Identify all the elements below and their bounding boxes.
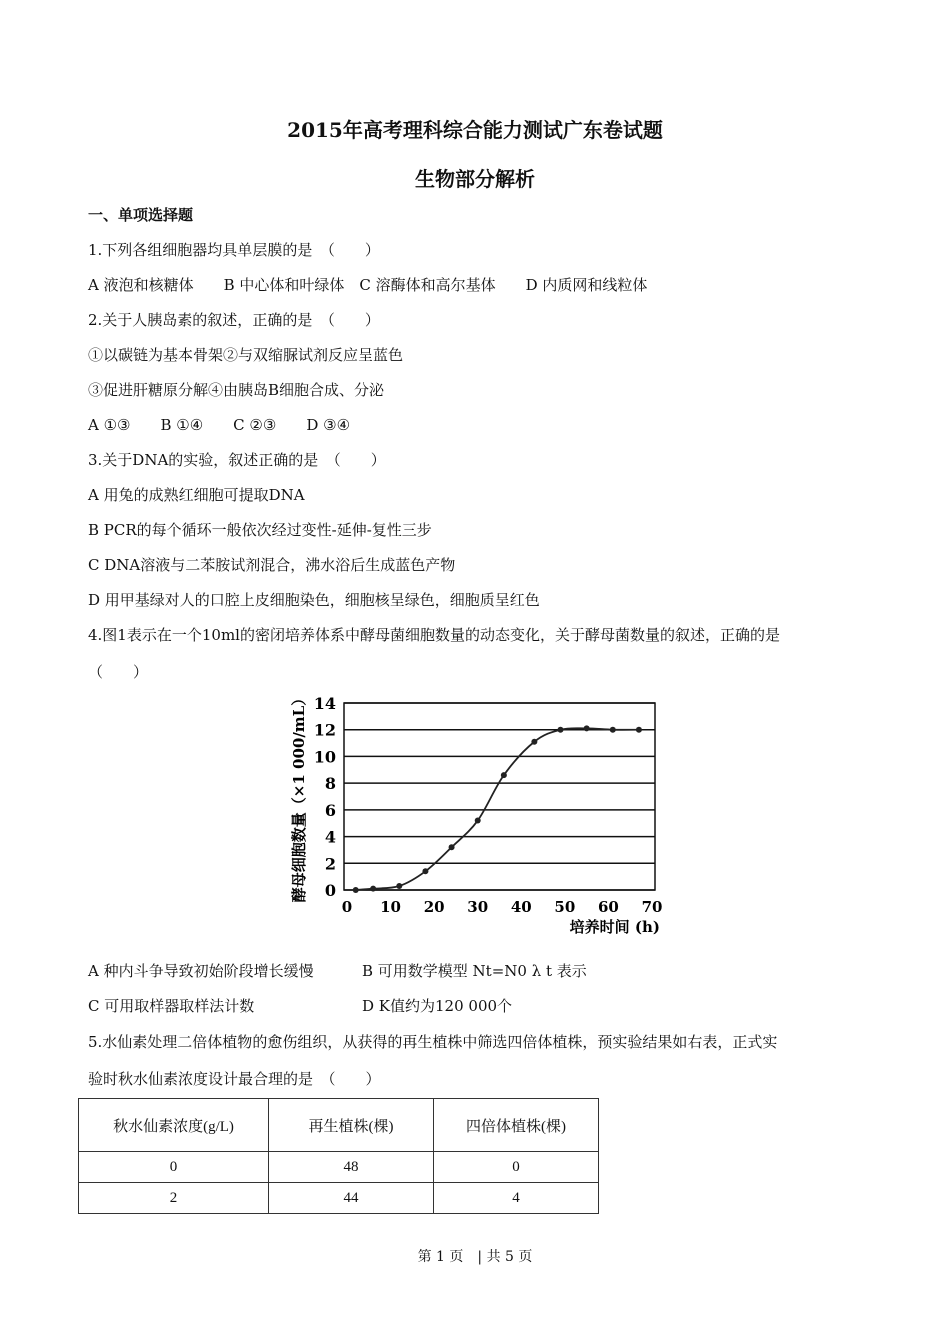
table-cell: 44 (269, 1183, 434, 1214)
data-point (636, 727, 642, 733)
y-tick-label: 2 (324, 854, 336, 874)
document-title: 2015年高考理科综合能力测试广东卷试题 (287, 118, 663, 142)
yeast-growth-chart (280, 690, 680, 940)
data-point (422, 868, 428, 874)
table-header: 四倍体植株(棵) (434, 1099, 599, 1152)
table-header-row (79, 1099, 599, 1152)
q2-stem: 2.关于人胰岛素的叙述，正确的是 （ ） (88, 311, 380, 329)
q4-stem: 4.图1表示在一个10ml的密闭培养体系中酵母菌细胞数量的动态变化，关于酵母菌数量的叙述，正确的是 (88, 626, 780, 644)
document-subtitle: 生物部分解析 (415, 167, 535, 191)
q5-stem: 5.水仙素处理二倍体植物的愈伤组织，从获得的再生植株中筛选四倍体植株，预实验结果如右表，正式实 (88, 1033, 778, 1051)
data-point (449, 844, 455, 850)
q4-option-a: A 种内斗争导致初始阶段增长缓慢 (88, 962, 314, 980)
x-axis-label: 培养时间 (h) (569, 918, 660, 936)
q5-stem-cont: 验时秋水仙素浓度设计最合理的是 （ ） (88, 1070, 381, 1088)
table-cell: 0 (79, 1152, 269, 1183)
y-tick-label: 12 (313, 720, 336, 740)
q2-line1: ①以碳链为基本骨架②与双缩脲试剂反应呈蓝色 (88, 346, 404, 364)
data-point (396, 883, 402, 889)
y-axis-label: 酵母细胞数量（×1 000/mL） (290, 690, 308, 903)
growth-curve (356, 728, 639, 890)
plot-frame (344, 703, 655, 890)
y-tick-label: 6 (324, 800, 336, 820)
q4-option-d: D K值约为120 000个 (362, 997, 513, 1015)
data-point (353, 887, 359, 893)
y-tick-label: 0 (324, 881, 336, 900)
q3-option-a: A 用兔的成熟红细胞可提取DNA (88, 486, 305, 504)
x-tick-label: 60 (597, 898, 619, 916)
data-point (501, 772, 507, 778)
q3-option-b: B PCR的每个循环一般依次经过变性-延伸-复性三步 (88, 521, 432, 539)
x-tick-label: 20 (423, 898, 445, 916)
q1-stem: 1.下列各组细胞器均具单层膜的是 （ ） (88, 241, 380, 259)
table-cell: 4 (434, 1183, 599, 1214)
x-tick-label: 0 (341, 898, 353, 916)
y-tick-label: 4 (324, 827, 336, 847)
q3-stem: 3.关于DNA的实验，叙述正确的是 （ ） (88, 451, 386, 469)
page-footer: 第 1 页 | 共 5 页 (417, 1249, 533, 1265)
table-cell: 0 (434, 1152, 599, 1183)
x-tick-label: 70 (641, 898, 663, 916)
data-point (370, 886, 376, 892)
q4-option-b: B 可用数学模型 Nt=N0 λ t 表示 (362, 962, 587, 980)
table-cell: 48 (269, 1152, 434, 1183)
x-tick-label: 10 (380, 898, 402, 916)
q5-table (78, 1098, 599, 1214)
data-point (558, 727, 564, 733)
data-point (610, 727, 616, 733)
q3-option-c: C DNA溶液与二苯胺试剂混合，沸水浴后生成蓝色产物 (88, 556, 456, 574)
q1-options: A 液泡和核糖体 B 中心体和叶绿体 C 溶酶体和高尔基体 D 内质网和线粒体 (88, 276, 648, 294)
x-tick-label: 50 (554, 898, 576, 916)
table-cell: 2 (79, 1183, 269, 1214)
table-header: 秋水仙素浓度(g/L) (79, 1099, 269, 1152)
q2-options: A ①③ B ①④ C ②③ D ③④ (88, 416, 351, 434)
table-row (79, 1183, 599, 1214)
data-point (584, 725, 590, 731)
q2-line2: ③促进肝糖原分解④由胰岛B细胞合成、分泌 (88, 381, 385, 399)
y-tick-label: 14 (313, 694, 336, 713)
data-point (475, 818, 481, 824)
y-tick-label: 8 (324, 774, 336, 794)
section-heading: 一、单项选择题 (88, 206, 194, 224)
y-tick-label: 10 (313, 747, 336, 767)
table-header: 再生植株(棵) (269, 1099, 434, 1152)
q4-option-c: C 可用取样器取样法计数 (88, 997, 255, 1015)
q4-paren: （ ） (88, 663, 149, 681)
data-point (531, 739, 537, 745)
table-row (79, 1152, 599, 1183)
x-tick-label: 40 (510, 898, 532, 916)
q3-option-d: D 用甲基绿对人的口腔上皮细胞染色，细胞核呈绿色，细胞质呈红色 (88, 591, 540, 609)
x-tick-label: 30 (467, 898, 489, 916)
